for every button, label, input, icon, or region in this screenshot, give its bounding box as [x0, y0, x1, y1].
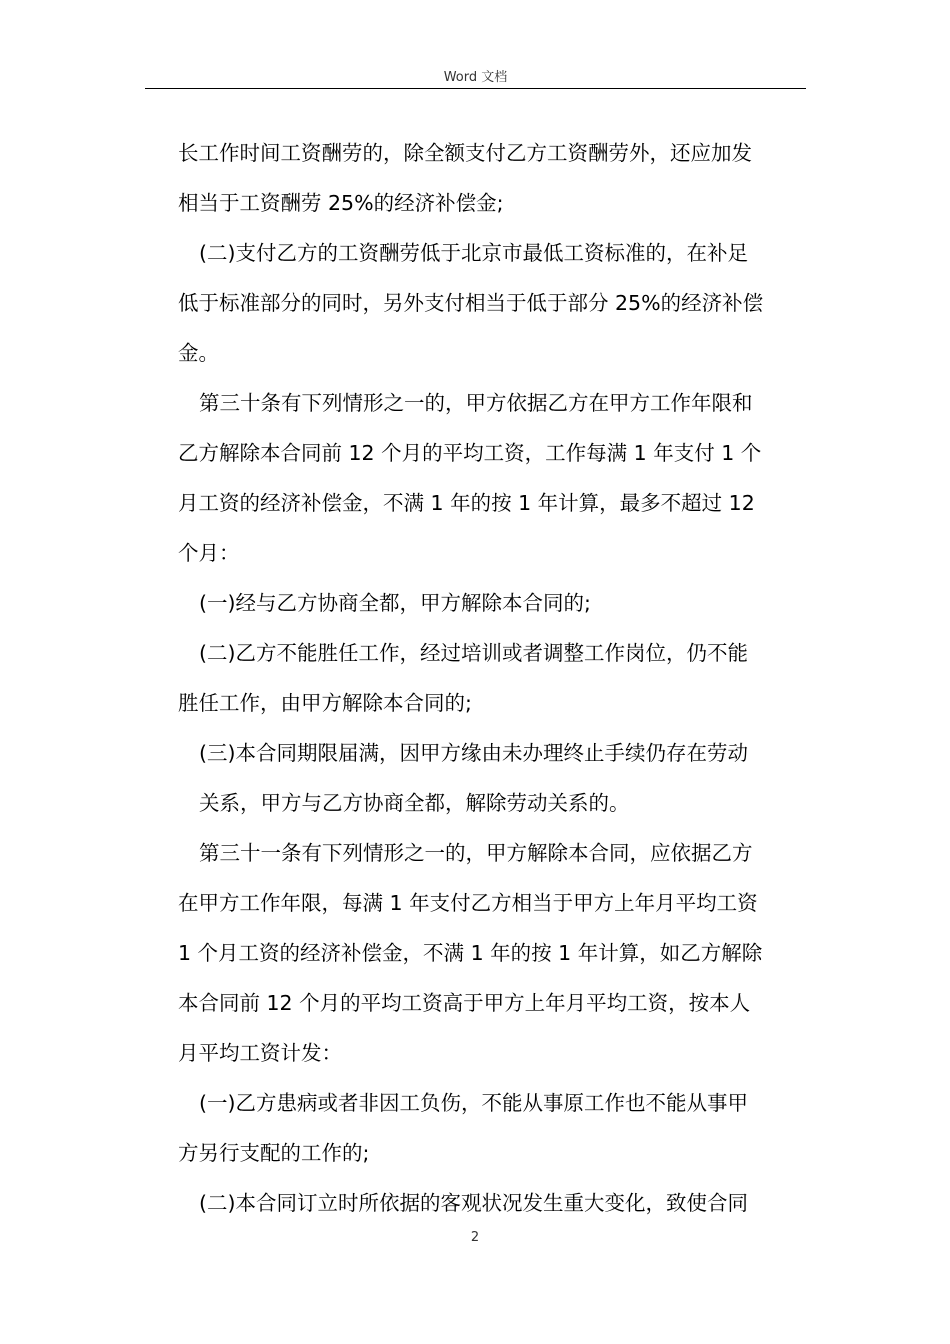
text-line: 关系，甲方与乙方协商全都，解除劳动关系的。 [199, 791, 630, 815]
text-line: 在甲方工作年限，每满 1 年支付乙方相当于甲方上年月平均工资 [178, 891, 758, 915]
page-header: Word 文档 [443, 70, 508, 85]
text-line: 低于标准部分的同时，另外支付相当于低于部分 25%的经济补偿 [178, 291, 764, 315]
text-line: 1 个月工资的经济补偿金，不满 1 年的按 1 年计算，如乙方解除 [178, 941, 763, 965]
header-rule [145, 88, 806, 89]
document-body [178, 128, 808, 1228]
page-number: 2 [470, 1230, 480, 1245]
text-line: 第三十条有下列情形之一的，甲方依据乙方在甲方工作年限和 [199, 391, 753, 415]
text-line: (三)本合同期限届满，因甲方缘由未办理终止手续仍存在劳动 [199, 741, 748, 765]
text-line: 相当于工资酬劳 25%的经济补偿金; [178, 191, 504, 215]
text-line: 月平均工资计发： [178, 1041, 342, 1065]
text-line: 金。 [178, 341, 219, 365]
text-line: 乙方解除本合同前 12 个月的平均工资，工作每满 1 年支付 1 个 [178, 441, 762, 465]
text-line: (一)经与乙方协商全都，甲方解除本合同的; [199, 591, 591, 615]
text-line: 胜任工作，由甲方解除本合同的; [178, 691, 472, 715]
text-line: 长工作时间工资酬劳的，除全额支付乙方工资酬劳外，还应加发 [178, 141, 752, 165]
text-line: (二)本合同订立时所依据的客观状况发生重大变化，致使合同 [199, 1191, 748, 1215]
text-line: 个月： [178, 541, 240, 565]
text-line: 月工资的经济补偿金，不满 1 年的按 1 年计算，最多不超过 12 [178, 491, 755, 515]
text-line: 本合同前 12 个月的平均工资高于甲方上年月平均工资，按本人 [178, 991, 751, 1015]
text-line: (二)乙方不能胜任工作，经过培训或者调整工作岗位，仍不能 [199, 641, 748, 665]
text-line: 第三十一条有下列情形之一的，甲方解除本合同，应依据乙方 [199, 841, 753, 865]
text-line: (一)乙方患病或者非因工负伤，不能从事原工作也不能从事甲 [199, 1091, 748, 1115]
text-line: (二)支付乙方的工资酬劳低于北京市最低工资标准的，在补足 [199, 241, 748, 265]
text-line: 方另行支配的工作的; [178, 1141, 370, 1165]
